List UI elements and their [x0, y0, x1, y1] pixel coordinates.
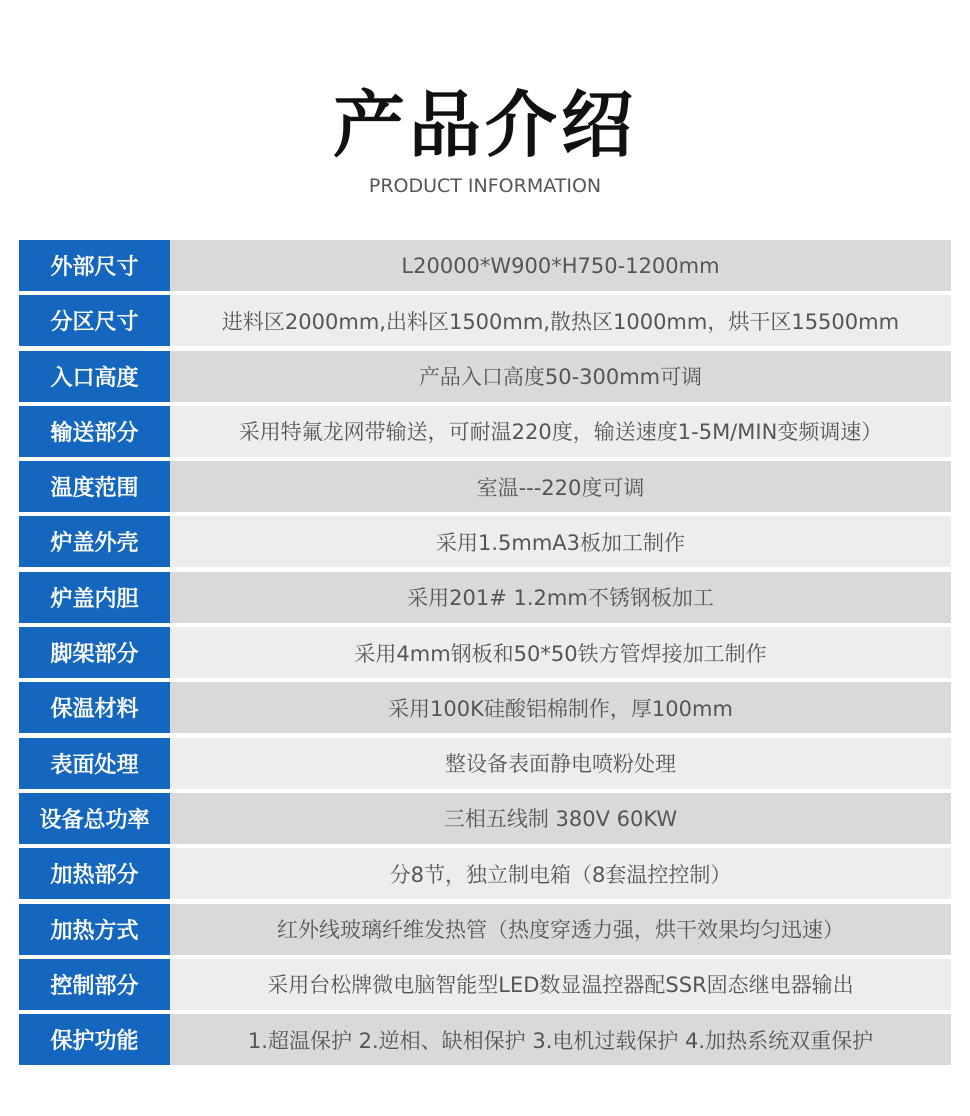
spec-row-cover-liner	[19, 572, 951, 623]
spec-row-frame	[19, 627, 951, 678]
spec-label: 保护功能	[19, 1014, 170, 1065]
spec-value: L20000*W900*H750-1200mm	[170, 240, 951, 291]
spec-value: 室温---220度可调	[170, 461, 951, 512]
spec-label: 表面处理	[19, 738, 170, 789]
spec-label: 分区尺寸	[19, 295, 170, 346]
spec-value: 三相五线制 380V 60KW	[170, 793, 951, 844]
spec-label: 加热方式	[19, 904, 170, 955]
spec-value: 分8节，独立制电箱（8套温控控制）	[170, 848, 951, 899]
spec-label: 保温材料	[19, 682, 170, 733]
spec-row-zone-size	[19, 295, 951, 346]
spec-value: 1.超温保护 2.逆相、缺相保护 3.电机过载保护 4.加热系统双重保护	[170, 1014, 951, 1065]
spec-label: 温度范围	[19, 461, 170, 512]
spec-row-heating-section	[19, 848, 951, 899]
spec-row-insulation	[19, 682, 951, 733]
spec-row-cover-shell	[19, 516, 951, 567]
spec-label: 设备总功率	[19, 793, 170, 844]
spec-label: 炉盖外壳	[19, 516, 170, 567]
spec-value: 整设备表面静电喷粉处理	[170, 738, 951, 789]
page-subtitle: PRODUCT INFORMATION	[368, 175, 602, 197]
spec-value: 采用201# 1.2mm不锈钢板加工	[170, 572, 951, 623]
spec-row-protection	[19, 1014, 951, 1065]
spec-label: 外部尺寸	[19, 240, 170, 291]
spec-value: 进料区2000mm,出料区1500mm,散热区1000mm，烘干区15500mm	[170, 295, 951, 346]
spec-table	[19, 240, 951, 1069]
spec-row-conveyor	[19, 406, 951, 457]
spec-row-inlet-height	[19, 351, 951, 402]
spec-row-outer-size	[19, 240, 951, 291]
spec-row-heating-method	[19, 904, 951, 955]
spec-value: 采用100K硅酸铝棉制作，厚100mm	[170, 682, 951, 733]
page-title: 产品介绍	[332, 83, 637, 167]
spec-value: 采用4mm钢板和50*50铁方管焊接加工制作	[170, 627, 951, 678]
spec-value: 采用1.5mmA3板加工制作	[170, 516, 951, 567]
spec-value: 采用特氟龙网带输送，可耐温220度，输送速度1-5M/MIN变频调速）	[170, 406, 951, 457]
spec-label: 加热部分	[19, 848, 170, 899]
spec-label: 入口高度	[19, 351, 170, 402]
spec-row-temperature-range	[19, 461, 951, 512]
spec-label: 炉盖内胆	[19, 572, 170, 623]
spec-value: 产品入口高度50-300mm可调	[170, 351, 951, 402]
spec-row-total-power	[19, 793, 951, 844]
spec-label: 输送部分	[19, 406, 170, 457]
spec-row-control	[19, 959, 951, 1010]
spec-label: 脚架部分	[19, 627, 170, 678]
spec-row-surface-treatment	[19, 738, 951, 789]
spec-value: 红外线玻璃纤维发热管（热度穿透力强，烘干效果均匀迅速）	[170, 904, 951, 955]
spec-label: 控制部分	[19, 959, 170, 1010]
spec-value: 采用台松牌微电脑智能型LED数显温控器配SSR固态继电器输出	[170, 959, 951, 1010]
